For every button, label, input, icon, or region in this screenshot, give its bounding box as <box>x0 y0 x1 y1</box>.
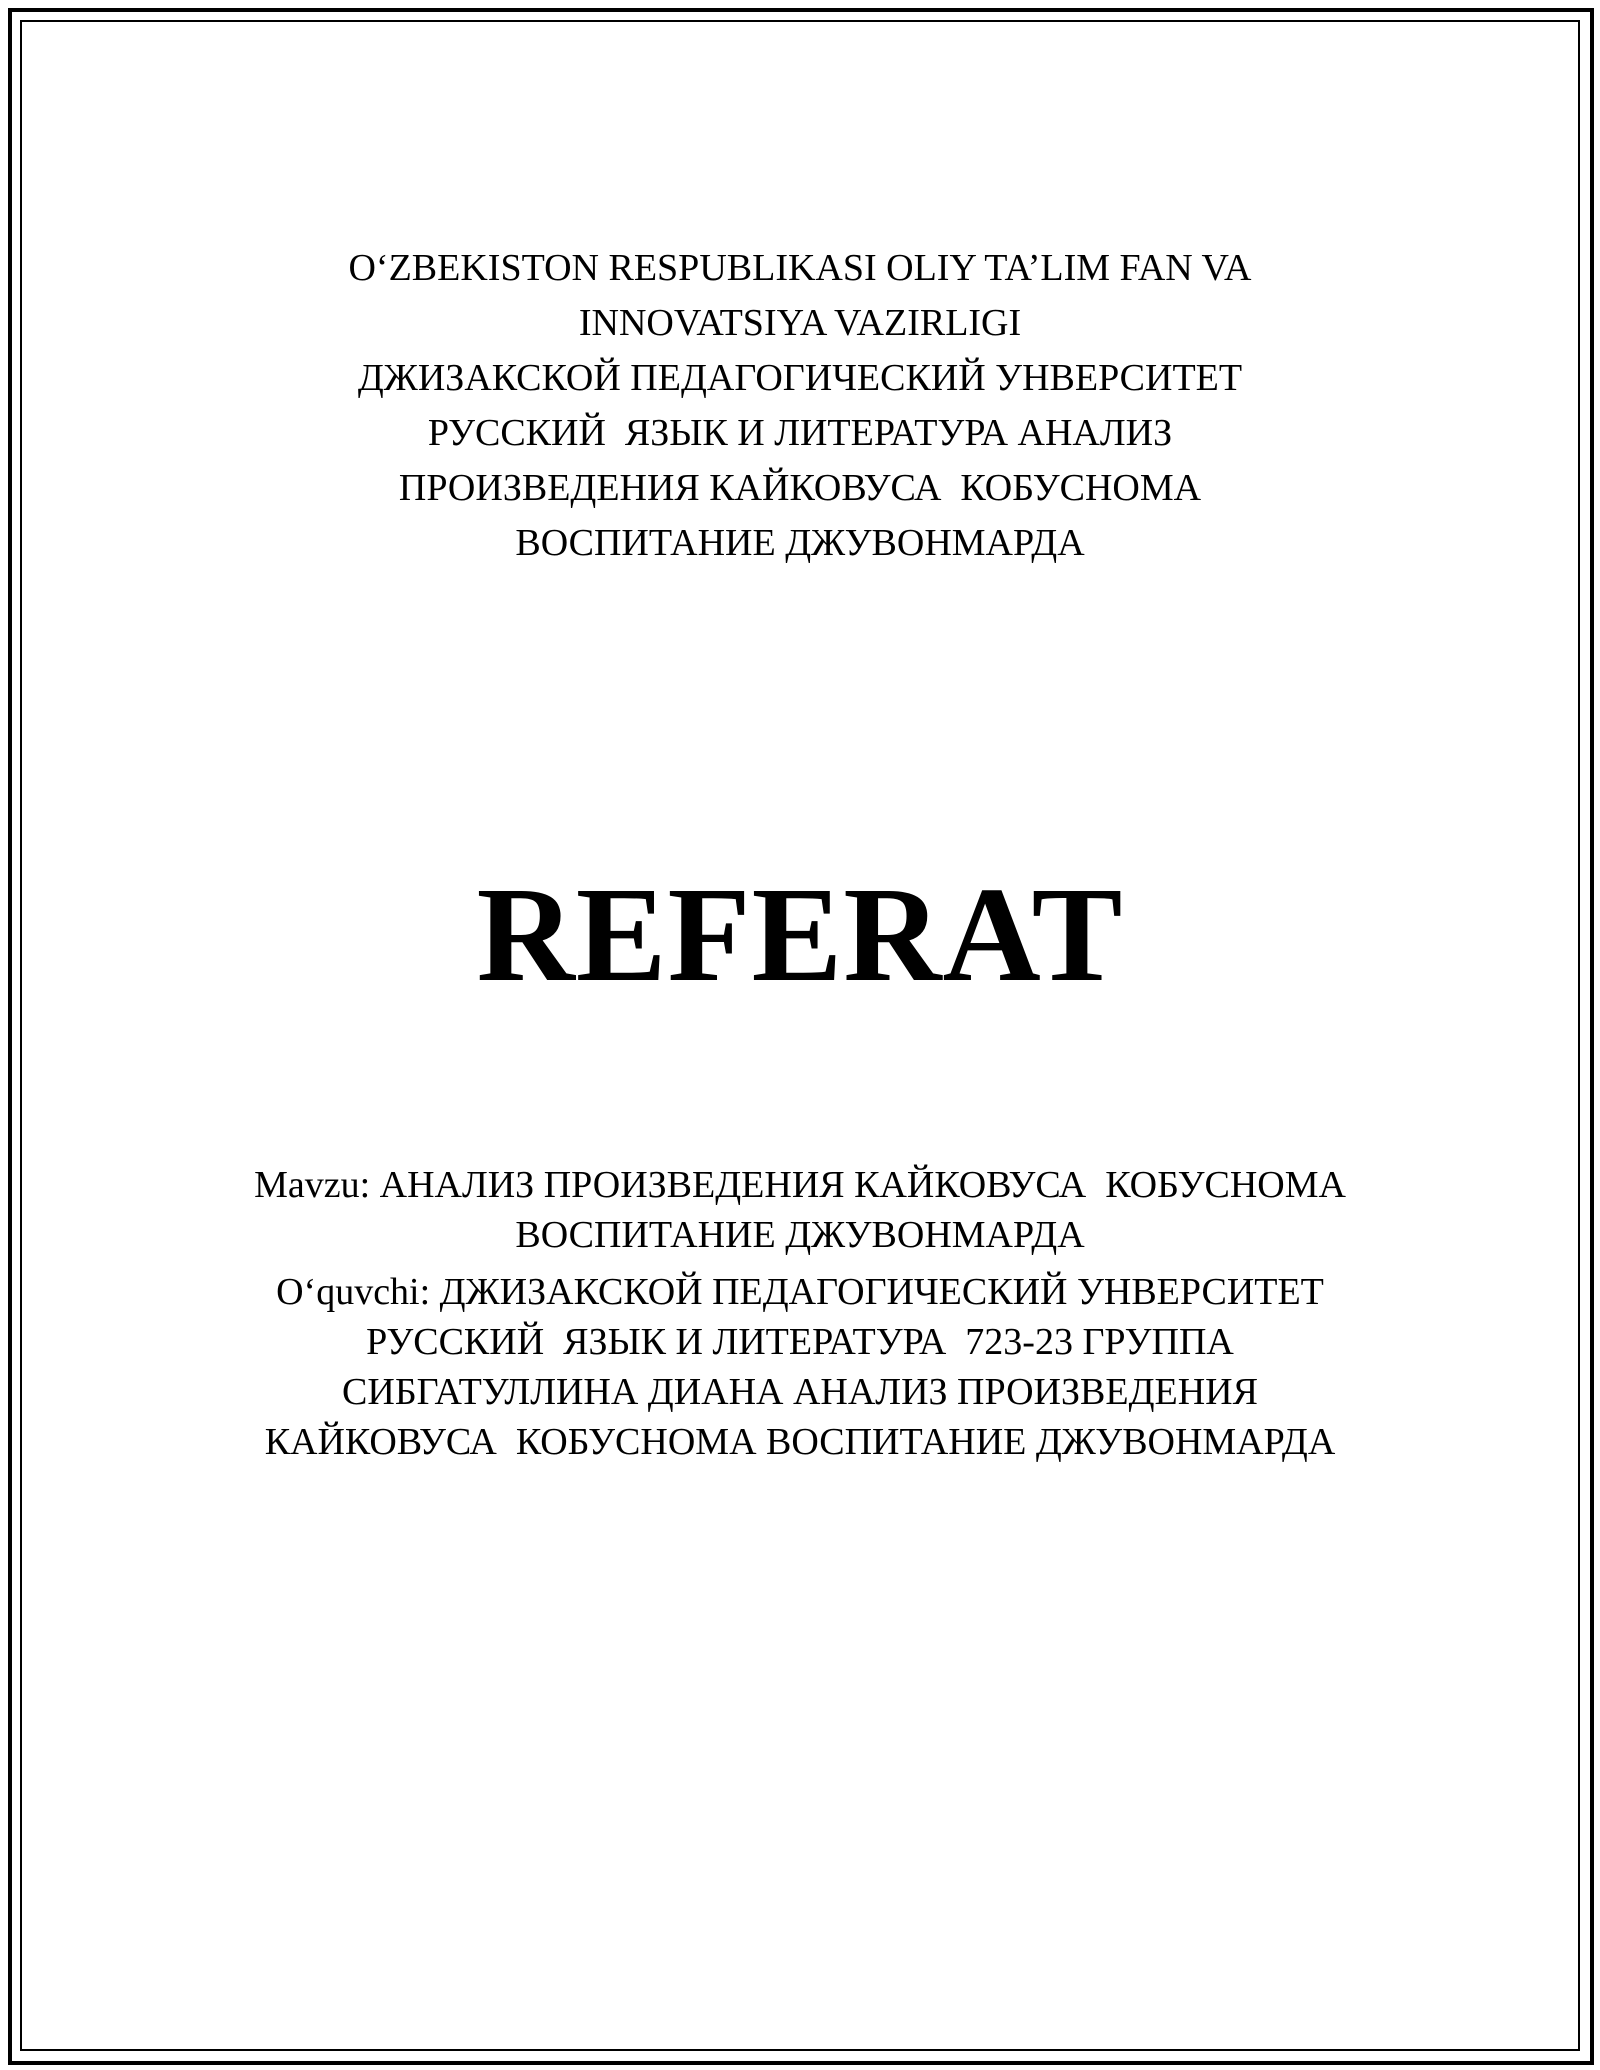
header-line: ВОСПИТАНИЕ ДЖУВОНМАРДА <box>515 522 1085 564</box>
topic-line: Mavzu: АНАЛИЗ ПРОИЗВЕДЕНИЯ КАЙКОВУСА КОБУСНОМА <box>254 1164 1346 1206</box>
header-line: O‘ZBEKISTON RESPUBLIKASI OLIY TA’LIM FAN VA <box>348 247 1252 289</box>
topic-line: ВОСПИТАНИЕ ДЖУВОНМАРДА <box>515 1214 1085 1256</box>
ministry-header <box>0 241 1600 571</box>
student-line: СИБГАТУЛЛИНА ДИАНА АНАЛИЗ ПРОИЗВЕДЕНИЯ <box>342 1371 1258 1413</box>
header-line: INNOVATSIYA VAZIRLIGI <box>578 302 1022 344</box>
student-line: РУССКИЙ ЯЗЫК И ЛИТЕРАТУРА 723-23 ГРУППА <box>366 1321 1234 1363</box>
student-line: O‘quvchi: ДЖИЗАКСКОЙ ПЕДАГОГИЧЕСКИЙ УНВЕРСИТЕТ <box>276 1271 1324 1313</box>
topic-block <box>0 1160 1600 1260</box>
student-block <box>0 1267 1600 1467</box>
student-line: КАЙКОВУСА КОБУСНОМА ВОСПИТАНИЕ ДЖУВОНМАРДА <box>264 1421 1336 1463</box>
title-block <box>0 855 1600 1015</box>
header-line: РУССКИЙ ЯЗЫК И ЛИТЕРАТУРА АНАЛИЗ <box>427 412 1173 454</box>
header-line: ПРОИЗВЕДЕНИЯ КАЙКОВУСА КОБУСНОМА <box>398 467 1202 509</box>
header-line: ДЖИЗАКСКОЙ ПЕДАГОГИЧЕСКИЙ УНВЕРСИТЕТ <box>357 357 1243 399</box>
document-title: REFERAT <box>476 860 1124 1010</box>
